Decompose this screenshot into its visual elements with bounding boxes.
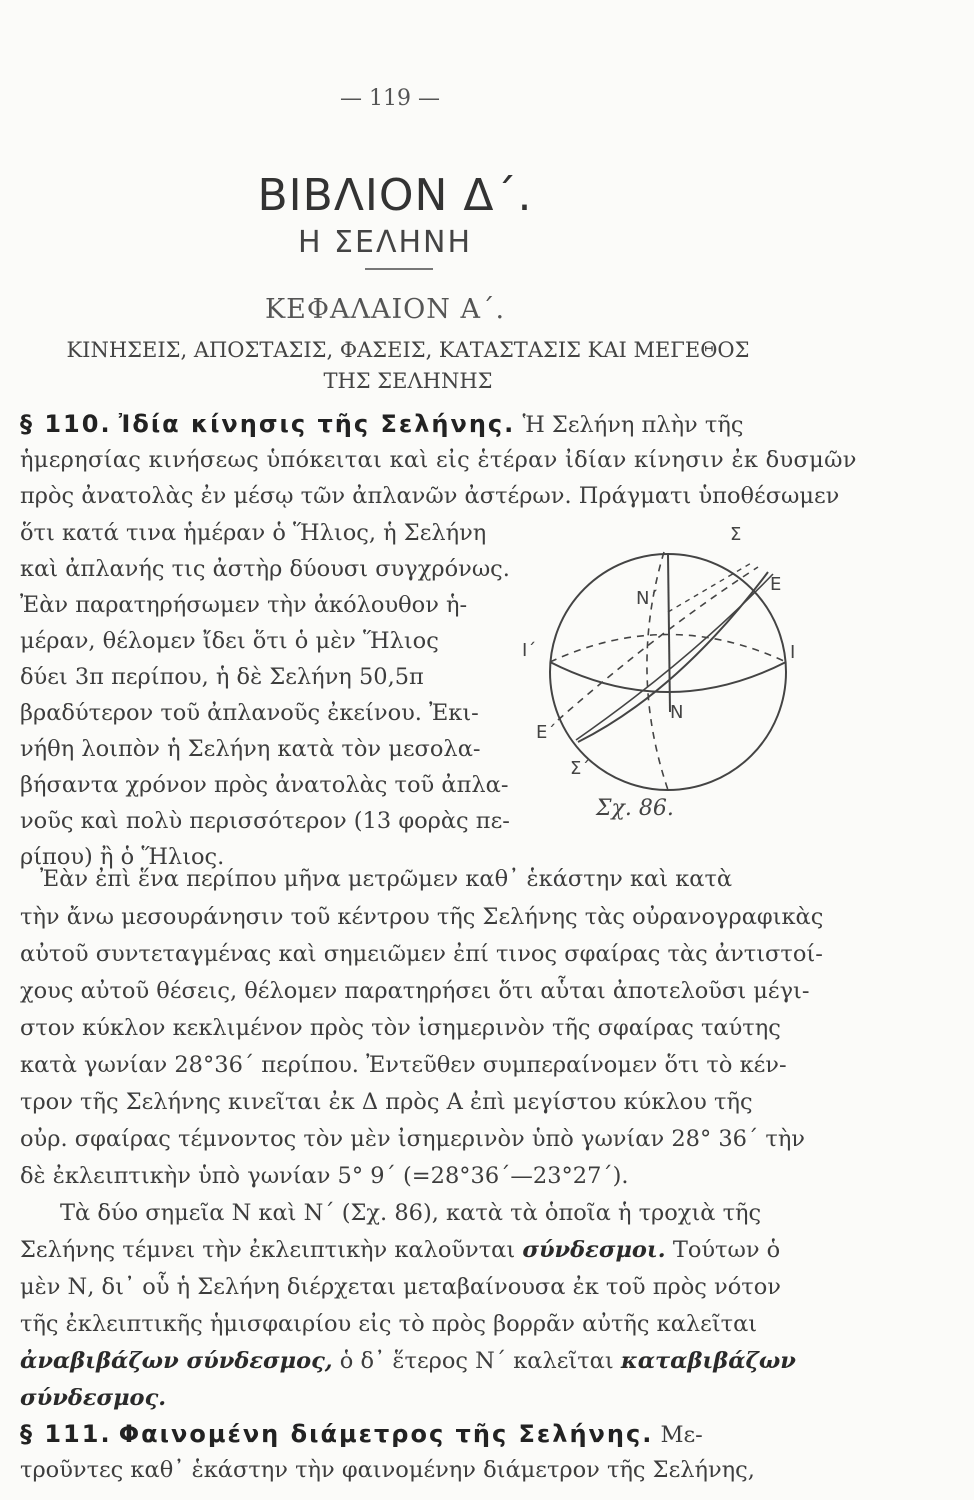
text-line: καὶ ἀπλανής τις ἀστὴρ δύουσι συγχρόνως. bbox=[20, 556, 510, 582]
equator-back bbox=[550, 635, 786, 663]
text-span: ὁ δ᾽ ἕτερος Ν΄ καλεῖται bbox=[339, 1348, 614, 1374]
chapter-subtitle-line-2: ΤΗΣ ΣΕΛΗΝΗΣ bbox=[323, 369, 493, 393]
text-line: στον κύκλον κεκλιμένον πρὸς τὸν ἰσημερινὸν τῆς σφαίρας ταύτης bbox=[20, 1015, 781, 1041]
text-line: κατὰ γωνίαν 28°36΄ περίπου. Ἐντεῦθεν συμπεραίνομεν ὅτι τὸ κέν- bbox=[20, 1052, 787, 1078]
section-110-heading-line bbox=[20, 410, 743, 438]
text-line: Ἐὰν ἐπὶ ἕνα περίπου μῆνα μετρῶμεν καθ᾽ ἑκάστην καὶ κατὰ bbox=[40, 866, 733, 892]
chapter-subtitle bbox=[28, 335, 788, 397]
label-sigma: Σ bbox=[730, 524, 742, 545]
chapter-subtitle-line-1: ΚΙΝΗΣΕΙΣ, ΑΠΟΣΤΑΣΙΣ, ΦΑΣΕΙΣ, ΚΑΤΑΣΤΑΣΙΣ ΚΑΙ ΜΕΓΕΘΟΣ bbox=[66, 338, 750, 362]
text-line: πρὸς ἀνατολὰς ἐν μέσῳ τῶν ἀπλανῶν ἀστέρων. Πράγματι ὑποθέσωμεν bbox=[20, 483, 840, 509]
label-sigma-prime: Σ΄ bbox=[570, 758, 591, 779]
text-line: βήσαντα χρόνον πρὸς ἀνατολὰς τοῦ ἀπλα- bbox=[20, 772, 509, 798]
text-line bbox=[20, 1237, 780, 1263]
text-line: νοῦς καὶ πολὺ περισσότερον (13 φορὰς πε- bbox=[20, 808, 510, 834]
label-n: Ν bbox=[670, 702, 684, 723]
node-line bbox=[668, 562, 753, 612]
section-111-number: § 111. bbox=[20, 1420, 112, 1448]
text-line: οὐρ. σφαίρας τέμνοντος τὸν μὲν ἰσημερινὸν ὑπὸ γωνίαν 28° 36΄ τὴν bbox=[20, 1126, 805, 1152]
text-line: τῆς ἐκλειπτικῆς ἡμισφαιρίου εἰς τὸ πρὸς βορρᾶν αὐτῆς καλεῖται bbox=[20, 1311, 758, 1337]
text-line: δὲ ἐκλειπτικὴν ὑπὸ γωνίαν 5° 9΄ (=28°36΄—23°27΄). bbox=[20, 1163, 629, 1189]
text-line: χους αὐτοῦ θέσεις, θέλομεν παρατηρήσει ὅτι αὗται ἀποτελοῦσι μέγι- bbox=[20, 978, 810, 1004]
text-line: νήθη λοιπὸν ἡ Σελήνη κατὰ τὸν μεσολα- bbox=[20, 736, 481, 762]
section-110-line-1-text: Ἡ Σελήνη πλὴν τῆς bbox=[522, 412, 744, 438]
text-span: Σελήνης τέμνει τὴν ἐκλειπτικὴν καλοῦνται bbox=[20, 1237, 516, 1263]
book-subtitle: Η ΣΕΛΗΝΗ bbox=[297, 225, 473, 260]
axis-line bbox=[668, 554, 670, 712]
section-111-line-1-text: Με- bbox=[660, 1422, 703, 1448]
text-line: ἡμερησίας κινήσεως ὑπόκειται καὶ εἰς ἑτέραν ἰδίαν κίνησιν ἐκ δυσμῶν bbox=[20, 447, 857, 473]
chapter-title: ΚΕΦΑΛΑΙΟΝ Α΄. bbox=[264, 294, 506, 325]
book-title: ΒΙΒΛΙΟΝ Δ΄. bbox=[257, 170, 533, 221]
text-line: δύει 3π περίπου, ἡ δὲ Σελήνη 50,5π bbox=[20, 664, 424, 690]
label-iota-prime: Ι΄ bbox=[522, 640, 537, 661]
text-line: ρίπου) ἢ ὁ Ἥλιος. bbox=[20, 844, 225, 870]
equator-front bbox=[550, 662, 786, 692]
text-line: τὴν ἄνω μεσουράνησιν τοῦ κέντρου τῆς Σελήνης τὰς οὐρανογραφικὰς bbox=[20, 904, 824, 930]
section-110-number: § 110. bbox=[20, 410, 112, 438]
text-line: αὐτοῦ συντεταγμένας καὶ σημειῶμεν ἐπί τινος σφαίρας τὰς ἀντιστοί- bbox=[20, 941, 823, 967]
text-span: Τούτων ὁ bbox=[672, 1237, 781, 1263]
text-line: Ἐὰν παρατηρήσωμεν τὴν ἀκόλουθον ἡ- bbox=[20, 592, 468, 618]
text-line: μέραν, θέλομεν ἴδει ὅτι ὁ μὲν Ἥλιος bbox=[20, 628, 439, 654]
section-110-heading: Ἰδία κίνησις τῆς Σελήνης. bbox=[118, 410, 516, 438]
text-line bbox=[20, 1385, 166, 1411]
term-katabibazon: καταβιβάζων bbox=[620, 1348, 796, 1374]
celestial-sphere-diagram bbox=[518, 512, 818, 832]
figure-86-diagram bbox=[518, 512, 818, 832]
page-number: — 119 — bbox=[340, 86, 440, 111]
label-epsilon: Ε bbox=[770, 574, 782, 595]
text-line: μὲν Ν, δι᾽ οὗ ἡ Σελήνη διέρχεται μεταβαίνουσα ἐκ τοῦ πρὸς νότον bbox=[20, 1274, 781, 1300]
text-line: ὅτι κατά τινα ἡμέραν ὁ Ἥλιος, ἡ Σελήνη bbox=[20, 520, 487, 546]
label-epsilon-prime: Ε΄ bbox=[536, 722, 557, 743]
section-111-heading-line bbox=[20, 1420, 703, 1448]
figure-caption: Σχ. 86. bbox=[596, 796, 674, 821]
text-line: βραδύτερον τοῦ ἀπλανοῦς ἐκείνου. Ἐκι- bbox=[20, 700, 479, 726]
text-line bbox=[20, 1348, 796, 1374]
title-rule bbox=[365, 268, 433, 270]
text-line: τροῦντες καθ᾽ ἑκάστην τὴν φαινομένην διάμετρον τῆς Σελήνης, bbox=[20, 1457, 755, 1483]
text-line: Τὰ δύο σημεῖα Ν καὶ Ν΄ (Σχ. 86), κατὰ τὰ ὁποῖα ἡ τροχιὰ τῆς bbox=[60, 1200, 762, 1226]
term-anabibazon: ἀναβιβάζων σύνδεσμος, bbox=[20, 1348, 333, 1374]
section-111-heading: Φαινομένη διάμετρος τῆς Σελήνης. bbox=[118, 1420, 654, 1448]
term-syndesmoi: σύνδεσμοι. bbox=[522, 1237, 666, 1263]
term-syndesmos: σύνδεσμος. bbox=[20, 1385, 167, 1411]
text-line: τρον τῆς Σελήνης κινεῖται ἐκ Δ πρὸς Α ἐπὶ μεγίστου κύκλου τῆς bbox=[20, 1089, 753, 1115]
label-iota: Ι bbox=[790, 642, 796, 663]
label-n-prime: Ν΄ bbox=[636, 588, 659, 609]
